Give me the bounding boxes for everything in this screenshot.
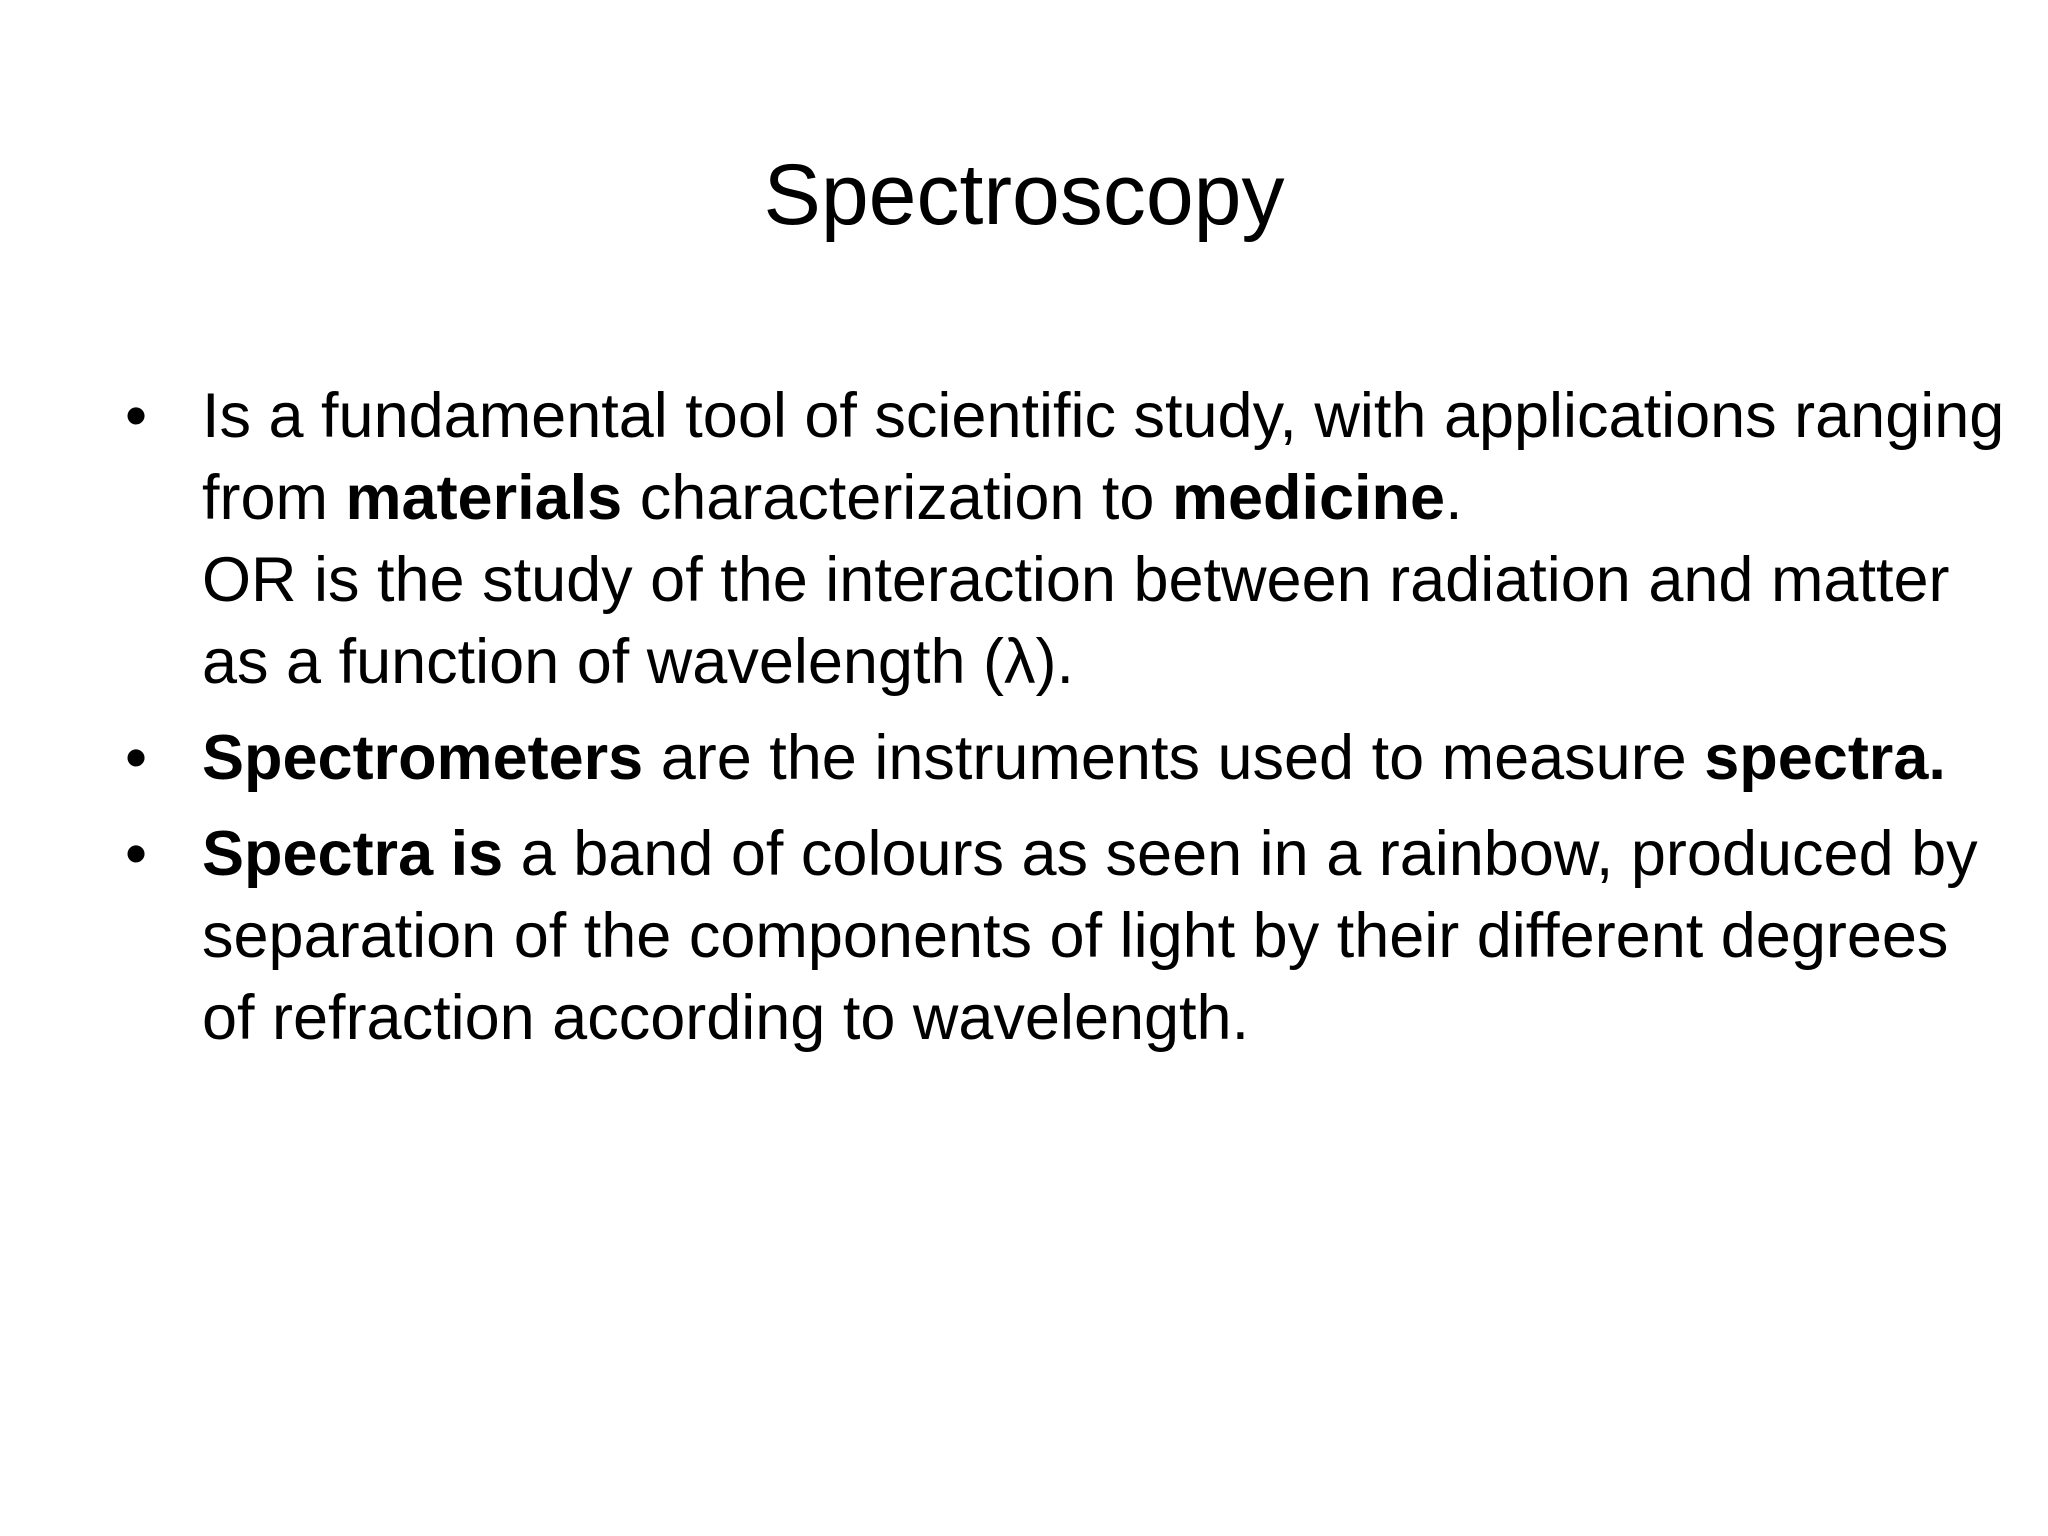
- bullet-item-spectrometers: [125, 717, 2005, 799]
- bullet-item-spectra: [125, 813, 2005, 1059]
- bold-term-spectra: spectra.: [1704, 723, 1946, 793]
- text-segment: are the instruments used to measure: [643, 723, 1705, 793]
- bullet-text-spectra: [202, 819, 1978, 1053]
- bullet-text-definition: [202, 381, 2004, 697]
- text-segment: Is a fundamental tool of scientific study, with applications ranging from: [202, 381, 2005, 533]
- text-segment: characterization to: [622, 463, 1172, 533]
- bold-term-spectra-is: Spectra is: [202, 819, 504, 889]
- bold-term-medicine: medicine: [1171, 463, 1446, 533]
- bullet-text-spectrometers: [202, 723, 1946, 793]
- bold-term-materials: materials: [345, 463, 623, 533]
- text-segment: a band of colours as seen in a rainbow, produced by separation of the components of light by their different degrees of refraction according to wavelength.: [202, 819, 1978, 1053]
- bullet-dot-icon: •: [125, 381, 148, 451]
- bold-term-spectrometers: Spectrometers: [202, 723, 644, 793]
- slide-title: Spectroscopy: [763, 147, 1285, 243]
- bullet-dot-icon: •: [125, 819, 148, 889]
- bullet-list: [125, 375, 2005, 1073]
- text-segment-alternative-definition: OR is the study of the interaction between radiation and matter as a function of wavelength (λ).: [202, 545, 1950, 697]
- text-segment: .: [1445, 463, 1463, 533]
- bullet-dot-icon: •: [125, 723, 148, 793]
- bullet-item-definition: [125, 375, 2005, 703]
